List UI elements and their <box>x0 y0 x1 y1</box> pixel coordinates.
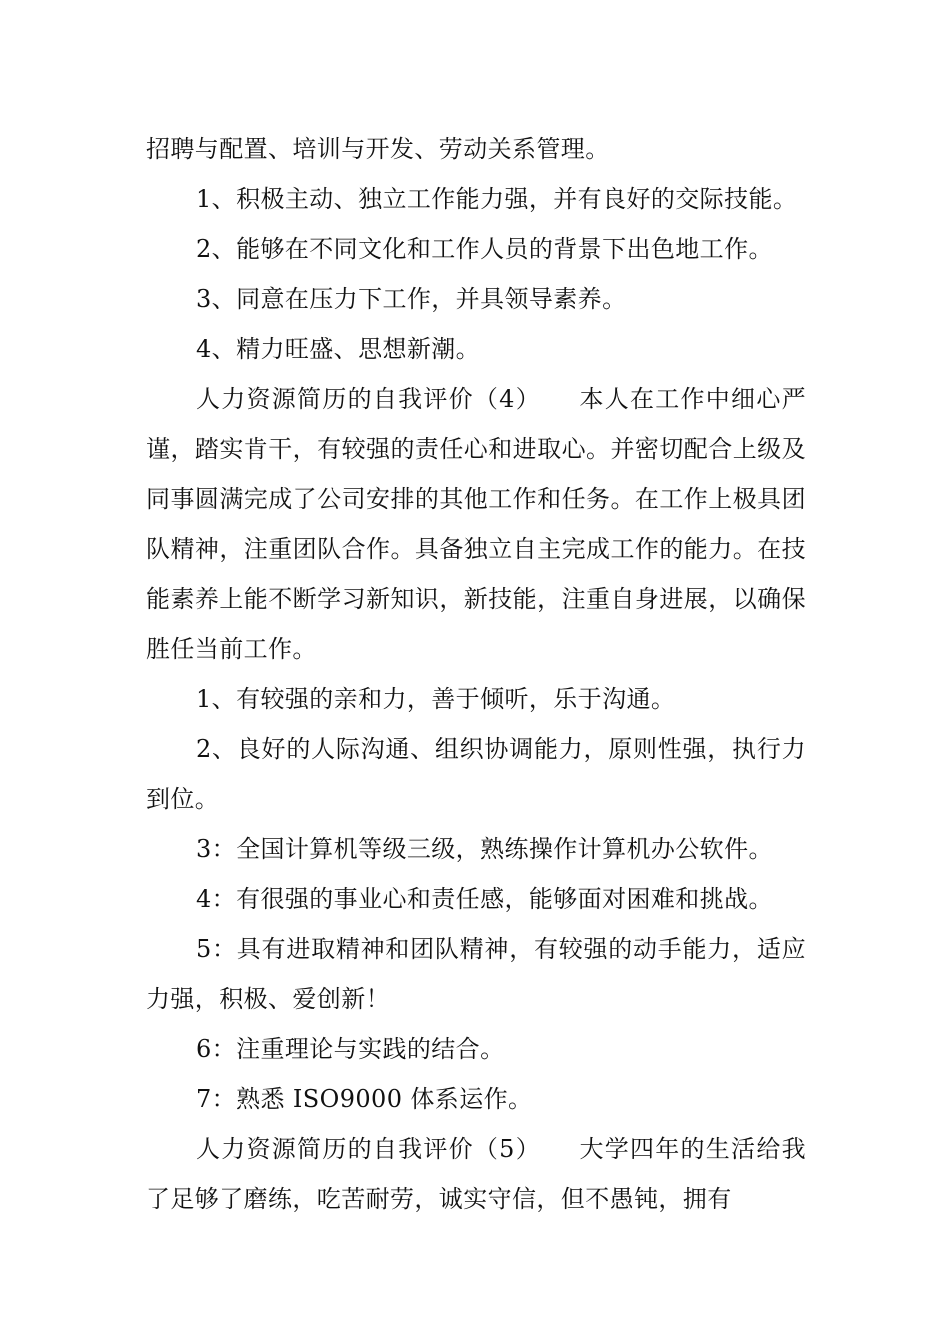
paragraph-list-item: 4：有很强的事业心和责任感，能够面对困难和挑战。 <box>196 885 773 913</box>
paragraph-list-item: 2、能够在不同文化和工作人员的背景下出色地工作。 <box>196 235 773 263</box>
paragraph-section-4: 人力资源简历的自我评价（4） 本人在工作中细心严谨，踏实肯干，有较强的责任心和进取心。并密切配合上级及同事圆满完成了公司安排的其他工作和任务。在工作上极具团队精神，注重团队合作。具备独立自主完成工作的能力。在技能素养上能不断学习新知识，新技能，注重自身进展，以确保胜任当前工作。 <box>146 385 806 663</box>
paragraph-list-item: 1、积极主动、独立工作能力强，并有良好的交际技能。 <box>196 185 798 213</box>
paragraph-list-item: 3：全国计算机等级三级，熟练操作计算机办公软件。 <box>196 835 773 863</box>
paragraph-list-item: 7：熟悉 ISO9000 体系运作。 <box>196 1085 533 1113</box>
paragraph-list-item: 6：注重理论与实践的结合。 <box>196 1035 505 1063</box>
paragraph-list-item: 1、有较强的亲和力，善于倾听，乐于沟通。 <box>196 685 676 713</box>
paragraph-continuation: 招聘与配置、培训与开发、劳动关系管理。 <box>146 135 610 163</box>
paragraph-list-item: 3、同意在压力下工作，并具领导素养。 <box>196 285 627 313</box>
paragraph-list-item: 2、良好的人际沟通、组织协调能力，原则性强，执行力到位。 <box>146 735 806 813</box>
paragraph-list-item: 4、精力旺盛、思想新潮。 <box>196 335 481 363</box>
document-body <box>146 124 806 1224</box>
paragraph-list-item: 5：具有进取精神和团队精神，有较强的动手能力，适应力强，积极、爱创新！ <box>146 935 806 1013</box>
paragraph-section-5: 人力资源简历的自我评价（5） 大学四年的生活给我了足够了磨练，吃苦耐劳，诚实守信，但不愚钝，拥有 <box>146 1135 806 1213</box>
